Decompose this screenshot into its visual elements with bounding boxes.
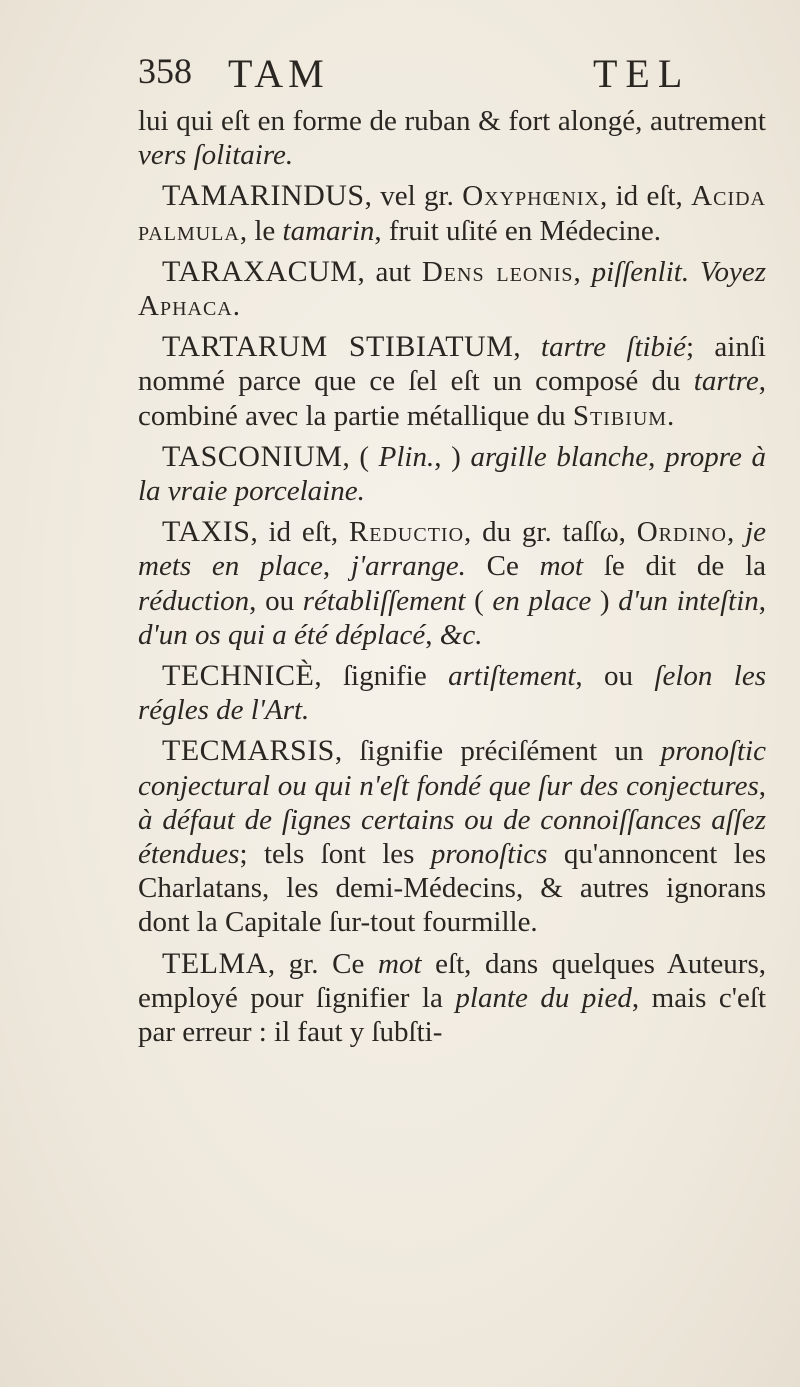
headword: TECMARSIS bbox=[162, 734, 335, 768]
text-run: lui qui eſt en forme de ruban & fort alongé, autrement bbox=[138, 105, 766, 137]
text-run: tamarin bbox=[282, 214, 375, 247]
entry-telma bbox=[138, 947, 766, 1050]
headword: TARTARUM STIBIATUM bbox=[162, 330, 514, 364]
text-run: à défaut de ſignes certains ou de connoiſſances aſſez étendues bbox=[138, 803, 766, 871]
text-run: &c. bbox=[439, 618, 483, 651]
page-number: 358 bbox=[138, 51, 192, 91]
text-run: Dens leonis bbox=[421, 255, 574, 288]
text-run: vers ſolitaire. bbox=[138, 139, 294, 172]
text-run: qu'annoncent les Charlatans, les demi-Médecins, & autres ignorans dont la Capitale ſur-tout fourmille. bbox=[138, 838, 766, 939]
text-run: , bbox=[322, 550, 351, 583]
text-run: , vel gr. bbox=[364, 180, 463, 213]
text-run: , bbox=[425, 618, 440, 651]
text-run: d'un inteſtin bbox=[618, 584, 759, 617]
text-run: , id eſt, bbox=[599, 180, 692, 213]
text-run: , fruit uſité en Médecine. bbox=[374, 214, 662, 247]
text-run: pronoſtic conjectural ou qui n'eſt fondé que ſur des conjectures bbox=[138, 735, 766, 802]
text-run: Oxyphœnix bbox=[462, 180, 600, 213]
text-run: argille blanche bbox=[470, 440, 649, 473]
text-run: ſe dit de la bbox=[583, 550, 766, 583]
text-run: , ( bbox=[342, 440, 379, 473]
text-run: , bbox=[727, 516, 746, 549]
headword: TAXIS bbox=[162, 515, 251, 549]
text-run: mot bbox=[539, 550, 584, 583]
text-run: , aut bbox=[357, 255, 422, 288]
entry-tartarum-stibiatum bbox=[138, 330, 766, 433]
text-run: , combiné avec la partie métallique du bbox=[138, 365, 766, 432]
text-run: tartre ſtibié bbox=[541, 331, 686, 364]
text-run: , bbox=[513, 331, 542, 364]
text-run: mot bbox=[378, 947, 422, 980]
text-run: , id eſt, bbox=[250, 516, 349, 549]
text-run: ; tels ſont les bbox=[239, 838, 431, 871]
text-run: Ordino bbox=[636, 516, 727, 549]
headword: TARAXACUM bbox=[162, 254, 358, 288]
entry-technice bbox=[138, 659, 766, 727]
header-left-word: TAM bbox=[228, 51, 329, 96]
text-run: propre à la vraie porcelaine. bbox=[138, 440, 766, 508]
text-run: , bbox=[758, 769, 766, 802]
entry-tamarindus bbox=[138, 179, 766, 247]
text-run: eſt, dans quelques Auteurs, employé pour ſignifier la bbox=[138, 947, 766, 1014]
text-run: Acida palmula bbox=[138, 180, 766, 247]
text-run: j'arrange. bbox=[350, 550, 466, 583]
text-run: Stibium. bbox=[572, 399, 676, 432]
text-run: piſſenlit. Voyez bbox=[591, 255, 766, 288]
text-run: Reductio bbox=[348, 516, 465, 549]
text-run: , ou bbox=[575, 660, 655, 693]
text-run: je mets en place bbox=[138, 516, 766, 583]
text-run: , ) bbox=[434, 440, 471, 473]
text-run: tartre bbox=[693, 365, 759, 398]
text-run: , ſignifie préciſément un bbox=[334, 735, 661, 768]
entry-tasconium bbox=[138, 440, 766, 508]
text-run: plante du pied bbox=[455, 981, 632, 1014]
text-run: Plin. bbox=[378, 440, 435, 473]
headword: TECHNICÈ bbox=[162, 659, 315, 693]
text-run: , ſignifie bbox=[314, 660, 449, 693]
text-run: , bbox=[648, 440, 666, 473]
text-run: d'un os qui a été déplacé bbox=[138, 618, 426, 651]
entry-tecmarsis bbox=[138, 734, 766, 939]
text-run: , bbox=[758, 584, 767, 617]
headword: TELMA bbox=[162, 946, 268, 980]
text-run: Ce bbox=[465, 550, 540, 583]
text-run: pronoſtics bbox=[430, 838, 548, 871]
running-header bbox=[138, 50, 698, 100]
entry-continuation bbox=[138, 104, 766, 172]
text-run: réduction bbox=[138, 584, 250, 617]
text-run: Aphaca. bbox=[138, 290, 241, 323]
entry-taraxacum bbox=[138, 255, 766, 323]
text-run: , bbox=[573, 255, 592, 288]
headword: TAMARINDUS bbox=[162, 179, 365, 213]
text-run: ( bbox=[465, 584, 493, 617]
text-run: en place bbox=[492, 584, 592, 617]
text-run: ) bbox=[591, 584, 619, 617]
header-right-word: TEL bbox=[593, 51, 691, 96]
text-run: ſelon les régles de l'Art. bbox=[138, 660, 767, 727]
text-run: , mais c'eſt par erreur : il faut y ſubſti- bbox=[138, 981, 767, 1049]
headword: TASCONIUM bbox=[162, 439, 343, 473]
entry-taxis bbox=[138, 515, 766, 652]
text-run: , ou bbox=[249, 584, 303, 617]
dictionary-text bbox=[138, 104, 766, 1056]
text-run: artiſtement bbox=[448, 660, 576, 693]
text-run: ; ainſi nommé parce que ce ſel eſt un composé du bbox=[138, 331, 766, 398]
text-run: , le bbox=[239, 214, 283, 247]
text-run: , gr. Ce bbox=[267, 947, 379, 980]
text-run: rétabliſſement bbox=[302, 584, 466, 617]
text-run: , du gr. taſſω, bbox=[464, 516, 637, 549]
